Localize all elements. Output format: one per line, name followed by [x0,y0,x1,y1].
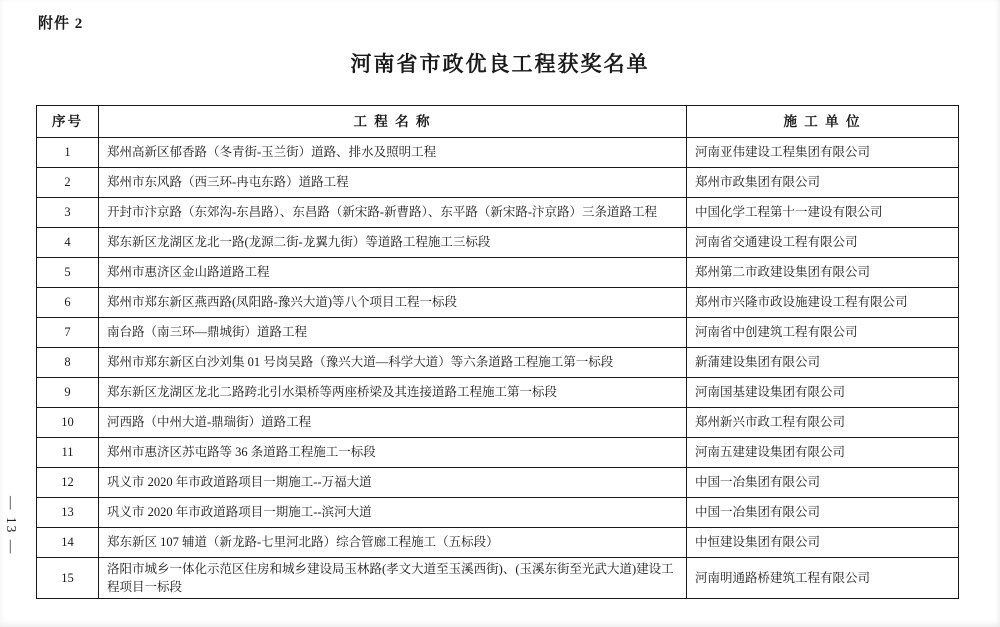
row-number: 13 [37,498,99,528]
project-name: 郑东新区龙湖区龙北二路跨北引水渠桥等两座桥梁及其连接道路工程施工第一标段 [99,378,687,408]
row-number: 8 [37,348,99,378]
row-number: 5 [37,258,99,288]
table-row [37,468,959,498]
project-name: 郑州高新区郁香路（冬青街-玉兰街）道路、排水及照明工程 [99,138,687,168]
project-name: 郑东新区 107 辅道（新龙路-七里河北路）综合管廊工程施工（五标段） [99,528,687,558]
table-row [37,138,959,168]
project-name: 巩义市 2020 年市政道路项目一期施工--万福大道 [99,468,687,498]
table-row [37,318,959,348]
table-row [37,528,959,558]
construction-company: 河南省中创建筑工程有限公司 [687,318,959,348]
table-row [37,378,959,408]
project-name: 河西路（中州大道-鼎瑞街）道路工程 [99,408,687,438]
table-row [37,408,959,438]
column-header-number: 序号 [37,106,99,138]
project-name: 郑州市惠济区金山路道路工程 [99,258,687,288]
table-row [37,168,959,198]
row-number: 9 [37,378,99,408]
construction-company: 河南明通路桥建筑工程有限公司 [687,558,959,599]
construction-company: 中国化学工程第十一建设有限公司 [687,198,959,228]
table-body [37,138,959,599]
page-number: — 13 — [4,496,19,556]
attachment-label: 附件 2 [38,16,84,32]
table-row [37,348,959,378]
project-name: 郑州市郑东新区燕西路(凤阳路-豫兴大道)等八个项目工程一标段 [99,288,687,318]
project-name: 郑东新区龙湖区龙北一路(龙源二街-龙翼九街）等道路工程施工三标段 [99,228,687,258]
table-row [37,498,959,528]
row-number: 6 [37,288,99,318]
table-row [37,198,959,228]
construction-company: 河南亚伟建设工程集团有限公司 [687,138,959,168]
construction-company: 新蒲建设集团有限公司 [687,348,959,378]
construction-company: 中国一冶集团有限公司 [687,498,959,528]
construction-company: 郑州新兴市政工程有限公司 [687,408,959,438]
construction-company: 河南五建建设集团有限公司 [687,438,959,468]
table-row [37,288,959,318]
table-row [37,558,959,599]
award-table [36,105,959,599]
construction-company: 郑州市兴隆市政设施建设工程有限公司 [687,288,959,318]
row-number: 11 [37,438,99,468]
page-title: 河南省市政优良工程获奖名单 [350,52,650,76]
table-row [37,228,959,258]
construction-company: 郑州第二市政建设集团有限公司 [687,258,959,288]
construction-company: 河南国基建设集团有限公司 [687,378,959,408]
project-name: 郑州市惠济区苏屯路等 36 条道路工程施工一标段 [99,438,687,468]
row-number: 15 [37,558,99,599]
project-name: 巩义市 2020 年市政道路项目一期施工--滨河大道 [99,498,687,528]
row-number: 4 [37,228,99,258]
construction-company: 中恒建设集团有限公司 [687,528,959,558]
project-name: 洛阳市城乡一体化示范区住房和城乡建设局玉林路(孝文大道至玉溪西街)、(玉溪东街至光武大道)建设工程项目一标段 [99,558,687,599]
project-name: 郑州市郑东新区白沙刘集 01 号岗吴路（豫兴大道—科学大道）等六条道路工程施工第一标段 [99,348,687,378]
row-number: 7 [37,318,99,348]
project-name: 郑州市东风路（西三环-冉屯东路）道路工程 [99,168,687,198]
project-name: 南台路（南三环—鼎城街）道路工程 [99,318,687,348]
construction-company: 河南省交通建设工程有限公司 [687,228,959,258]
row-number: 1 [37,138,99,168]
row-number: 3 [37,198,99,228]
column-header-project: 工 程 名 称 [99,106,687,138]
table-row [37,258,959,288]
row-number: 12 [37,468,99,498]
row-number: 2 [37,168,99,198]
construction-company: 中国一冶集团有限公司 [687,468,959,498]
column-header-company: 施 工 单 位 [687,106,959,138]
table-header-row [37,106,959,138]
project-name: 开封市汴京路（东郊沟-东昌路）、东昌路（新宋路-新曹路）、东平路（新宋路-汴京路）三条道路工程 [99,198,687,228]
row-number: 14 [37,528,99,558]
table-row [37,438,959,468]
row-number: 10 [37,408,99,438]
construction-company: 郑州市政集团有限公司 [687,168,959,198]
